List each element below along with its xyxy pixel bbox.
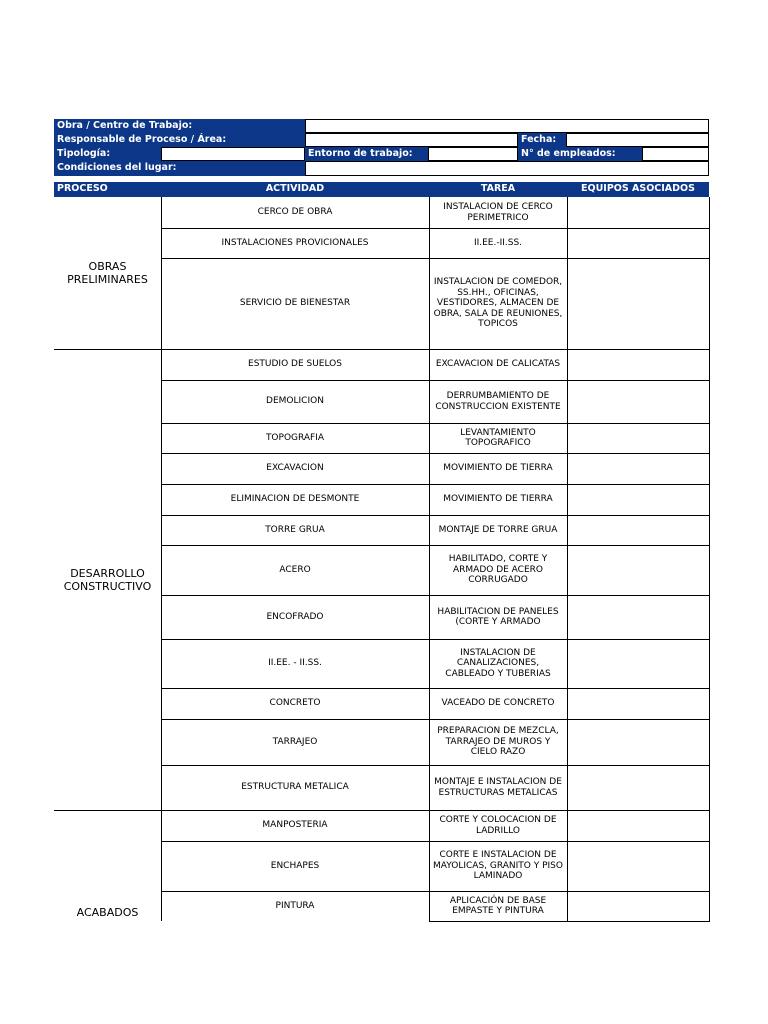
- equipos-cell[interactable]: [567, 515, 709, 545]
- actividad-cell: TOPOGRAFIA: [265, 432, 325, 443]
- tarea-left-border: [429, 197, 430, 921]
- actividad-cell: EXCAVACION: [266, 463, 324, 474]
- tarea-cell: MONTAJE DE TORRE GRUA: [438, 524, 558, 535]
- proceso-cell: OBRAS PRELIMINARES: [67, 260, 148, 286]
- empleados-label: N° de empleados:: [518, 147, 643, 161]
- equipos-cell[interactable]: [567, 380, 709, 423]
- actividad-cell: TORRE GRUA: [265, 524, 325, 535]
- fecha-label: Fecha:: [518, 133, 567, 147]
- equipos-cell[interactable]: [567, 595, 709, 639]
- equipos-cell[interactable]: [567, 453, 709, 484]
- actividad-cell: ESTRUCTURA METALICA: [241, 782, 349, 793]
- actividad-cell: TARRAJEO: [272, 736, 318, 747]
- equipos-cell[interactable]: [567, 228, 709, 258]
- tarea-cell: CORTE Y COLOCACION DE LADRILLO: [439, 815, 557, 836]
- fecha-field[interactable]: [566, 133, 709, 147]
- actividad-left-border: [161, 197, 162, 921]
- actividad-cell: PINTURA: [275, 900, 315, 911]
- tarea-cell: DERRUMBAMIENTO DE CONSTRUCCION EXISTENTE: [435, 391, 561, 412]
- equipos-cell[interactable]: [567, 765, 709, 810]
- proceso-cell: ACABADOS: [76, 906, 139, 919]
- tarea-cell: MONTAJE E INSTALACION DE ESTRUCTURAS METALICAS: [434, 777, 562, 798]
- actividad-cell: INSTALACIONES PROVICIONALES: [221, 237, 369, 248]
- actividad-cell: II.EE. - II.SS.: [268, 658, 322, 669]
- tarea-cell: II.EE.-II.SS.: [473, 237, 523, 248]
- obra-field[interactable]: [305, 119, 709, 133]
- tarea-cell: HABILITACION DE PANELES (CORTE Y ARMADO: [437, 606, 559, 627]
- tarea-cell: HABILITADO, CORTE Y ARMADO DE ACERO CORRUGADO: [448, 554, 548, 586]
- table-bottom-border: [429, 921, 710, 922]
- column-header-tarea: TAREA: [429, 182, 567, 197]
- table-right-border: [709, 197, 710, 921]
- actividad-cell: ENCHAPES: [270, 860, 320, 871]
- responsable-label: Responsable de Proceso / Área:: [54, 133, 305, 147]
- equipos-cell[interactable]: [567, 423, 709, 453]
- tarea-cell: APLICACIÓN DE BASE EMPASTE Y PINTURA: [449, 895, 547, 916]
- actividad-cell: MANPOSTERIA: [262, 820, 328, 831]
- equipos-cell[interactable]: [567, 349, 709, 380]
- actividad-cell: ENCOFRADO: [266, 611, 324, 622]
- actividad-cell: ESTUDIO DE SUELOS: [248, 359, 342, 370]
- tarea-cell: INSTALACION DE CANALIZACIONES, CABLEADO Y TUBERIAS: [445, 647, 551, 679]
- proceso-cell: DESARROLLO CONSTRUCTIVO: [63, 566, 152, 593]
- group-divider: [54, 810, 161, 811]
- tipologia-field[interactable]: [161, 147, 305, 161]
- entorno-field[interactable]: [428, 147, 518, 161]
- entorno-label: Entorno de trabajo:: [305, 147, 428, 161]
- tarea-cell: CORTE E INSTALACION DE MAYOLICAS, GRANITO Y PISO LAMINADO: [433, 850, 563, 882]
- equipos-cell[interactable]: [567, 258, 709, 349]
- tarea-cell: INSTALACION DE CERCO PERIMETRICO: [443, 202, 553, 223]
- equipos-cell[interactable]: [567, 197, 709, 228]
- tipologia-label: Tipología:: [54, 147, 161, 161]
- tarea-cell: LEVANTAMIENTO TOPOGRAFICO: [460, 427, 536, 448]
- equipos-cell[interactable]: [567, 891, 709, 921]
- obra-label: Obra / Centro de Trabajo:: [54, 119, 305, 133]
- tarea-cell: MOVIMIENTO DE TIERRA: [443, 463, 553, 474]
- tarea-cell: EXCAVACION DE CALICATAS: [435, 359, 561, 370]
- actividad-cell: CONCRETO: [269, 698, 321, 709]
- tarea-cell: MOVIMIENTO DE TIERRA: [443, 494, 553, 505]
- condiciones-field[interactable]: [305, 161, 709, 176]
- tarea-cell: INSTALACION DE COMEDOR, SS.HH., OFICINAS, VESTIDORES, ALMACEN DE OBRA, SALA DE REUNIONES, TOPICOS: [433, 277, 563, 330]
- equipos-cell[interactable]: [567, 545, 709, 595]
- equipos-cell[interactable]: [567, 841, 709, 891]
- tarea-cell: VACEADO DE CONCRETO: [441, 698, 555, 709]
- actividad-cell: DEMOLICION: [266, 396, 324, 407]
- equipos-cell[interactable]: [567, 688, 709, 719]
- group-divider: [54, 349, 161, 350]
- condiciones-label: Condiciones del lugar:: [54, 161, 305, 176]
- equipos-cell[interactable]: [567, 719, 709, 765]
- actividad-cell: ACERO: [279, 564, 311, 575]
- column-header-equipos: EQUIPOS ASOCIADOS: [567, 182, 709, 197]
- equipos-left-border: [567, 197, 568, 921]
- actividad-cell: ELIMINACION DE DESMONTE: [230, 494, 360, 505]
- tarea-cell: PREPARACION DE MEZCLA, TARRAJEO DE MUROS Y CIELO RAZO: [437, 726, 559, 758]
- column-header-proceso: PROCESO: [54, 182, 161, 197]
- equipos-cell[interactable]: [567, 484, 709, 515]
- equipos-cell[interactable]: [567, 639, 709, 688]
- empleados-field[interactable]: [642, 147, 709, 161]
- actividad-cell: CERCO DE OBRA: [257, 207, 333, 218]
- equipos-cell[interactable]: [567, 810, 709, 841]
- responsable-field[interactable]: [305, 133, 518, 147]
- actividad-cell: SERVICIO DE BIENESTAR: [239, 298, 351, 309]
- column-header-actividad: ACTIVIDAD: [161, 182, 429, 197]
